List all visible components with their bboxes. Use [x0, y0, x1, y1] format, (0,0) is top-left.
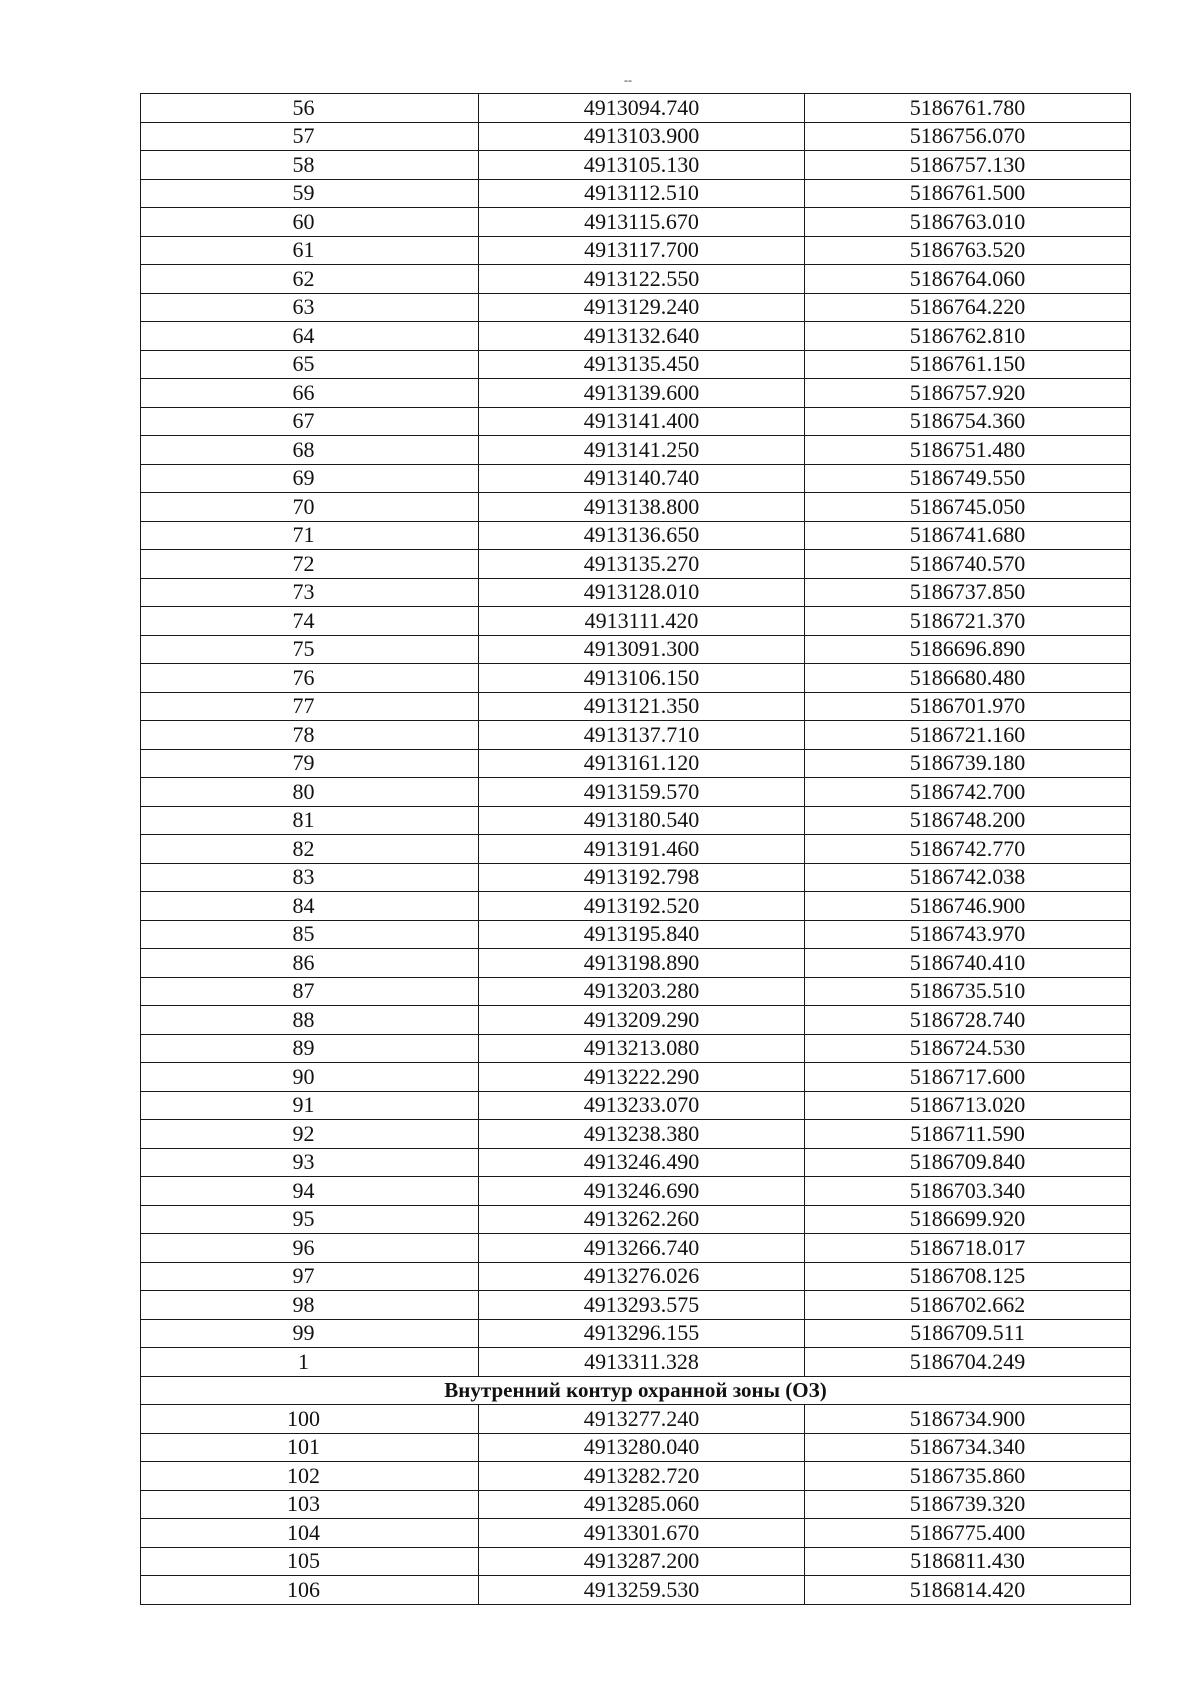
- table-row: [141, 1490, 1131, 1519]
- coord-x-cell: 4913112.510: [479, 179, 805, 208]
- coord-y-cell: 5186711.590: [805, 1120, 1131, 1149]
- point-number-cell: 76: [141, 664, 479, 693]
- point-number-cell: 72: [141, 550, 479, 579]
- coord-y-cell: 5186742.038: [805, 863, 1131, 892]
- point-number-cell: 99: [141, 1319, 479, 1348]
- coord-x-cell: 4913280.040: [479, 1433, 805, 1462]
- coord-y-cell: 5186737.850: [805, 578, 1131, 607]
- table-row: [141, 1234, 1131, 1263]
- point-number-cell: 59: [141, 179, 479, 208]
- point-number-cell: 1: [141, 1348, 479, 1377]
- coord-x-cell: 4913135.450: [479, 350, 805, 379]
- point-number-cell: 79: [141, 749, 479, 778]
- coord-y-cell: 5186814.420: [805, 1576, 1131, 1605]
- table-row: [141, 920, 1131, 949]
- coord-y-cell: 5186728.740: [805, 1006, 1131, 1035]
- coord-y-cell: 5186709.840: [805, 1148, 1131, 1177]
- coord-y-cell: 5186742.770: [805, 835, 1131, 864]
- point-number-cell: 70: [141, 493, 479, 522]
- coord-y-cell: 5186735.510: [805, 977, 1131, 1006]
- coord-x-cell: 4913191.460: [479, 835, 805, 864]
- coord-y-cell: 5186761.500: [805, 179, 1131, 208]
- coord-y-cell: 5186717.600: [805, 1063, 1131, 1092]
- coord-y-cell: 5186740.570: [805, 550, 1131, 579]
- coord-y-cell: 5186756.070: [805, 122, 1131, 151]
- coord-y-cell: 5186696.890: [805, 635, 1131, 664]
- coord-x-cell: 4913287.200: [479, 1547, 805, 1576]
- table-row: [141, 892, 1131, 921]
- point-number-cell: 94: [141, 1177, 479, 1206]
- coord-y-cell: 5186764.060: [805, 265, 1131, 294]
- coord-x-cell: 4913105.130: [479, 151, 805, 180]
- coord-x-cell: 4913128.010: [479, 578, 805, 607]
- point-number-cell: 97: [141, 1262, 479, 1291]
- coord-x-cell: 4913111.420: [479, 607, 805, 636]
- coord-x-cell: 4913115.670: [479, 208, 805, 237]
- table-row: [141, 1148, 1131, 1177]
- section-header-row: [141, 1376, 1131, 1405]
- table-row: [141, 122, 1131, 151]
- coord-x-cell: 4913140.740: [479, 464, 805, 493]
- table-row: [141, 1063, 1131, 1092]
- coord-x-cell: 4913135.270: [479, 550, 805, 579]
- point-number-cell: 67: [141, 407, 479, 436]
- table-row: [141, 1291, 1131, 1320]
- table-row: [141, 806, 1131, 835]
- table-row: [141, 1091, 1131, 1120]
- point-number-cell: 100: [141, 1405, 479, 1434]
- point-number-cell: 81: [141, 806, 479, 835]
- inner-contour-rows: [141, 1405, 1131, 1605]
- coord-x-cell: 4913238.380: [479, 1120, 805, 1149]
- table-row: [141, 1006, 1131, 1035]
- coord-y-cell: 5186743.970: [805, 920, 1131, 949]
- main-contour-rows: [141, 94, 1131, 1377]
- coord-y-cell: 5186764.220: [805, 293, 1131, 322]
- coord-y-cell: 5186740.410: [805, 949, 1131, 978]
- table-row: [141, 977, 1131, 1006]
- coordinates-table: [140, 93, 1131, 1605]
- coord-x-cell: 4913137.710: [479, 721, 805, 750]
- coord-y-cell: 5186739.320: [805, 1490, 1131, 1519]
- table-row: [141, 379, 1131, 408]
- point-number-cell: 75: [141, 635, 479, 664]
- table-row: [141, 1319, 1131, 1348]
- table-row: [141, 1177, 1131, 1206]
- coord-y-cell: 5186761.150: [805, 350, 1131, 379]
- point-number-cell: 78: [141, 721, 479, 750]
- table-row: [141, 635, 1131, 664]
- coord-x-cell: 4913121.350: [479, 692, 805, 721]
- table-row: [141, 550, 1131, 579]
- point-number-cell: 65: [141, 350, 479, 379]
- coord-x-cell: 4913139.600: [479, 379, 805, 408]
- point-number-cell: 98: [141, 1291, 479, 1320]
- point-number-cell: 73: [141, 578, 479, 607]
- table-row: [141, 236, 1131, 265]
- coord-x-cell: 4913141.250: [479, 436, 805, 465]
- coord-x-cell: 4913293.575: [479, 1291, 805, 1320]
- coord-x-cell: 4913198.890: [479, 949, 805, 978]
- table-row: [141, 265, 1131, 294]
- point-number-cell: 88: [141, 1006, 479, 1035]
- table-row: [141, 350, 1131, 379]
- table-row: [141, 578, 1131, 607]
- coord-y-cell: 5186742.700: [805, 778, 1131, 807]
- table-row: [141, 1034, 1131, 1063]
- coord-y-cell: 5186757.920: [805, 379, 1131, 408]
- point-number-cell: 82: [141, 835, 479, 864]
- table-row: [141, 322, 1131, 351]
- coord-x-cell: 4913159.570: [479, 778, 805, 807]
- table-row: [141, 1405, 1131, 1434]
- coord-x-cell: 4913246.690: [479, 1177, 805, 1206]
- coord-y-cell: 5186763.520: [805, 236, 1131, 265]
- coord-y-cell: 5186709.511: [805, 1319, 1131, 1348]
- point-number-cell: 74: [141, 607, 479, 636]
- coord-y-cell: 5186680.480: [805, 664, 1131, 693]
- coord-y-cell: 5186757.130: [805, 151, 1131, 180]
- coord-x-cell: 4913132.640: [479, 322, 805, 351]
- coord-y-cell: 5186721.370: [805, 607, 1131, 636]
- table-row: [141, 607, 1131, 636]
- table-row: [141, 721, 1131, 750]
- point-number-cell: 104: [141, 1519, 479, 1548]
- table-row: [141, 664, 1131, 693]
- table-row: [141, 1576, 1131, 1605]
- coord-x-cell: 4913209.290: [479, 1006, 805, 1035]
- coord-y-cell: 5186734.900: [805, 1405, 1131, 1434]
- coord-x-cell: 4913246.490: [479, 1148, 805, 1177]
- coord-y-cell: 5186739.180: [805, 749, 1131, 778]
- section-header: [141, 1376, 1131, 1405]
- table-row: [141, 464, 1131, 493]
- coord-y-cell: 5186699.920: [805, 1205, 1131, 1234]
- coord-y-cell: 5186746.900: [805, 892, 1131, 921]
- coord-x-cell: 4913222.290: [479, 1063, 805, 1092]
- coord-x-cell: 4913094.740: [479, 94, 805, 123]
- table-row: [141, 1120, 1131, 1149]
- coord-y-cell: 5186775.400: [805, 1519, 1131, 1548]
- coord-y-cell: 5186745.050: [805, 493, 1131, 522]
- coord-x-cell: 4913180.540: [479, 806, 805, 835]
- table-row: [141, 1205, 1131, 1234]
- coord-y-cell: 5186734.340: [805, 1433, 1131, 1462]
- section-title: Внутренний контур охранной зоны (ОЗ): [141, 1376, 1131, 1405]
- point-number-cell: 58: [141, 151, 479, 180]
- point-number-cell: 71: [141, 521, 479, 550]
- coord-x-cell: 4913285.060: [479, 1490, 805, 1519]
- point-number-cell: 83: [141, 863, 479, 892]
- coord-y-cell: 5186708.125: [805, 1262, 1131, 1291]
- point-number-cell: 101: [141, 1433, 479, 1462]
- coord-x-cell: 4913192.798: [479, 863, 805, 892]
- coord-y-cell: 5186748.200: [805, 806, 1131, 835]
- coord-x-cell: 4913276.026: [479, 1262, 805, 1291]
- coord-y-cell: 5186701.970: [805, 692, 1131, 721]
- point-number-cell: 89: [141, 1034, 479, 1063]
- table-row: [141, 1462, 1131, 1491]
- table-row: [141, 835, 1131, 864]
- coord-y-cell: 5186761.780: [805, 94, 1131, 123]
- point-number-cell: 90: [141, 1063, 479, 1092]
- coord-x-cell: 4913117.700: [479, 236, 805, 265]
- coord-y-cell: 5186718.017: [805, 1234, 1131, 1263]
- table-row: [141, 1262, 1131, 1291]
- table-row: [141, 208, 1131, 237]
- coord-x-cell: 4913233.070: [479, 1091, 805, 1120]
- point-number-cell: 61: [141, 236, 479, 265]
- point-number-cell: 103: [141, 1490, 479, 1519]
- point-number-cell: 105: [141, 1547, 479, 1576]
- table-row: [141, 94, 1131, 123]
- coord-x-cell: 4913262.260: [479, 1205, 805, 1234]
- point-number-cell: 56: [141, 94, 479, 123]
- coord-x-cell: 4913259.530: [479, 1576, 805, 1605]
- coord-y-cell: 5186735.860: [805, 1462, 1131, 1491]
- point-number-cell: 91: [141, 1091, 479, 1120]
- table-row: [141, 293, 1131, 322]
- point-number-cell: 69: [141, 464, 479, 493]
- coord-x-cell: 4913311.328: [479, 1348, 805, 1377]
- coord-y-cell: 5186763.010: [805, 208, 1131, 237]
- coord-y-cell: 5186741.680: [805, 521, 1131, 550]
- point-number-cell: 68: [141, 436, 479, 465]
- table-row: [141, 407, 1131, 436]
- coord-y-cell: 5186721.160: [805, 721, 1131, 750]
- coord-x-cell: 4913138.800: [479, 493, 805, 522]
- coord-x-cell: 4913195.840: [479, 920, 805, 949]
- coord-y-cell: 5186702.662: [805, 1291, 1131, 1320]
- point-number-cell: 84: [141, 892, 479, 921]
- coord-y-cell: 5186713.020: [805, 1091, 1131, 1120]
- point-number-cell: 66: [141, 379, 479, 408]
- coord-y-cell: 5186754.360: [805, 407, 1131, 436]
- point-number-cell: 86: [141, 949, 479, 978]
- table-row: [141, 179, 1131, 208]
- point-number-cell: 93: [141, 1148, 479, 1177]
- coord-y-cell: 5186811.430: [805, 1547, 1131, 1576]
- table-row: [141, 1547, 1131, 1576]
- coord-x-cell: 4913122.550: [479, 265, 805, 294]
- point-number-cell: 106: [141, 1576, 479, 1605]
- table-row: [141, 493, 1131, 522]
- table-row: [141, 863, 1131, 892]
- coord-x-cell: 4913277.240: [479, 1405, 805, 1434]
- coord-x-cell: 4913213.080: [479, 1034, 805, 1063]
- coord-x-cell: 4913136.650: [479, 521, 805, 550]
- point-number-cell: 85: [141, 920, 479, 949]
- coord-y-cell: 5186703.340: [805, 1177, 1131, 1206]
- coord-x-cell: 4913106.150: [479, 664, 805, 693]
- point-number-cell: 63: [141, 293, 479, 322]
- coord-y-cell: 5186749.550: [805, 464, 1131, 493]
- coord-y-cell: 5186704.249: [805, 1348, 1131, 1377]
- point-number-cell: 57: [141, 122, 479, 151]
- page-number-mark: --: [624, 73, 632, 87]
- point-number-cell: 62: [141, 265, 479, 294]
- point-number-cell: 80: [141, 778, 479, 807]
- coord-x-cell: 4913192.520: [479, 892, 805, 921]
- coord-x-cell: 4913161.120: [479, 749, 805, 778]
- table-row: [141, 1348, 1131, 1377]
- coord-x-cell: 4913301.670: [479, 1519, 805, 1548]
- table-row: [141, 778, 1131, 807]
- coord-x-cell: 4913141.400: [479, 407, 805, 436]
- table-row: [141, 749, 1131, 778]
- coord-x-cell: 4913203.280: [479, 977, 805, 1006]
- coord-x-cell: 4913091.300: [479, 635, 805, 664]
- table-row: [141, 1519, 1131, 1548]
- coord-y-cell: 5186762.810: [805, 322, 1131, 351]
- table-row: [141, 436, 1131, 465]
- point-number-cell: 92: [141, 1120, 479, 1149]
- coord-y-cell: 5186724.530: [805, 1034, 1131, 1063]
- point-number-cell: 87: [141, 977, 479, 1006]
- point-number-cell: 64: [141, 322, 479, 351]
- point-number-cell: 96: [141, 1234, 479, 1263]
- table-row: [141, 692, 1131, 721]
- coord-x-cell: 4913296.155: [479, 1319, 805, 1348]
- point-number-cell: 77: [141, 692, 479, 721]
- coord-x-cell: 4913266.740: [479, 1234, 805, 1263]
- coord-y-cell: 5186751.480: [805, 436, 1131, 465]
- point-number-cell: 102: [141, 1462, 479, 1491]
- table-row: [141, 151, 1131, 180]
- table-row: [141, 949, 1131, 978]
- table-row: [141, 521, 1131, 550]
- point-number-cell: 95: [141, 1205, 479, 1234]
- coord-x-cell: 4913129.240: [479, 293, 805, 322]
- table-row: [141, 1433, 1131, 1462]
- coord-x-cell: 4913103.900: [479, 122, 805, 151]
- point-number-cell: 60: [141, 208, 479, 237]
- coord-x-cell: 4913282.720: [479, 1462, 805, 1491]
